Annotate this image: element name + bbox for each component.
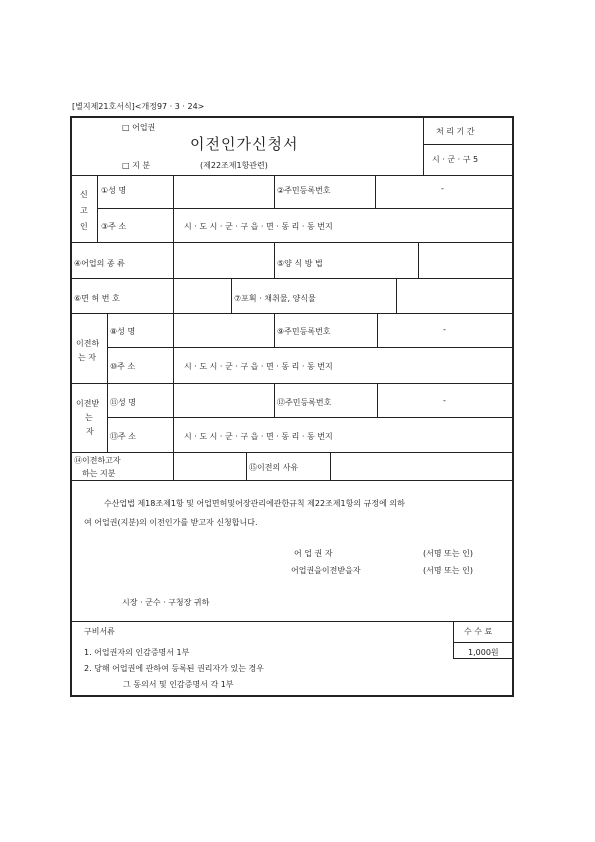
statement-line-2: 여 어업권(지분)의 이전인가를 받고자 신청합니다. — [84, 518, 258, 527]
applicant-name-field-left — [173, 175, 174, 208]
addressee: 시장 · 군수 · 구청장 귀하 — [122, 598, 210, 607]
transferee-section-label-2: 는 — [85, 413, 93, 422]
checkbox-share[interactable]: □ 지 분 — [122, 161, 151, 170]
row-line-share-top — [71, 452, 513, 453]
row-line-transferor-top — [71, 313, 513, 314]
transferee-address-value: 시 · 도 시 · 군 · 구 읍 · 면 · 동 리 · 동 번지 — [184, 432, 333, 441]
processing-period-label: 처 리 기 간 — [436, 127, 475, 136]
row-line-statement-top — [71, 480, 513, 481]
frame-top — [70, 116, 514, 118]
applicant-section-label-3: 인 — [80, 222, 88, 231]
applicant-name-field-right — [274, 175, 275, 208]
row-line-license-top — [71, 278, 513, 279]
transferee-section-label-1: 이전받 — [76, 399, 100, 408]
row-line-applicant-mid — [97, 208, 513, 209]
transferor-label-divider — [107, 313, 108, 383]
transferee-address-divider — [173, 417, 174, 452]
signature-transferee-label: 어업권을이전받을자 — [291, 566, 361, 575]
fee-value: 1,000원 — [468, 648, 499, 657]
transferor-reg-label: ⑨주민등록번호 — [277, 327, 331, 336]
row-line-transferor-mid — [107, 347, 513, 348]
fishery-type-field-left — [173, 242, 174, 278]
applicant-reg-label: ②주민등록번호 — [277, 186, 331, 195]
fishery-type-label: ④어업의 종 류 — [74, 259, 125, 268]
license-number-field-left — [173, 278, 174, 313]
transferee-reg-field-left — [377, 383, 378, 417]
documents-heading: 구비서류 — [84, 627, 115, 636]
transfer-reason-field-left — [330, 452, 331, 480]
document-item-1: 1. 어업권자의 인감증명서 1부 — [84, 648, 190, 657]
fishery-type-field-right — [274, 242, 275, 278]
transferee-section-label-3: 자 — [86, 427, 94, 436]
signature-fisher-label: 어 업 권 자 — [294, 549, 333, 558]
transferor-address-value: 시 · 도 시 · 군 · 구 읍 · 면 · 동 리 · 동 번지 — [184, 362, 333, 371]
header-divider — [423, 117, 424, 175]
cultivation-method-label: ⑤양 식 방 법 — [277, 259, 323, 268]
applicant-reg-dash: - — [441, 184, 444, 193]
share-label-1: ⑭이전하고자 — [74, 456, 121, 465]
transferee-reg-label: ⑫주민등록번호 — [277, 398, 332, 407]
transferor-reg-field-left — [377, 313, 378, 347]
share-field-right — [246, 452, 247, 480]
processing-period-value: 시 · 군 · 구 5 — [432, 155, 479, 164]
license-number-label: ⑥면 허 번 호 — [74, 294, 120, 303]
transferee-name-label: ⑪성 명 — [110, 398, 136, 407]
share-field-left — [173, 452, 174, 480]
transfer-reason-label: ⑮이전의 사유 — [249, 463, 299, 472]
transferor-name-label: ⑧성 명 — [110, 327, 136, 336]
transferor-name-field-right — [274, 313, 275, 347]
fee-label: 수 수 료 — [464, 627, 493, 636]
catch-items-field-left — [396, 278, 397, 313]
law-reference: (제22조제1항관련) — [200, 161, 268, 170]
transferor-name-field-left — [173, 313, 174, 347]
transferee-address-label: ⑬주 소 — [110, 432, 136, 441]
frame-right — [512, 116, 514, 697]
row-line-transferee-mid — [107, 417, 513, 418]
applicant-section-label-2: 고 — [80, 206, 88, 215]
statement-line-1: 수산업법 제18조제1항 및 어업면허및어장관리에관한규칙 제22조제1항의 규정에 의하 — [104, 499, 405, 508]
fee-box-bottom — [453, 658, 513, 659]
transferee-name-field-right — [274, 383, 275, 417]
processing-divider — [423, 144, 513, 145]
applicant-name-label: ①성 명 — [101, 186, 127, 195]
applicant-reg-field-left — [375, 175, 376, 208]
transferor-section-label-1: 이전하 — [76, 339, 100, 348]
frame-bottom — [70, 695, 514, 697]
transferee-name-field-left — [173, 383, 174, 417]
frame-left — [70, 116, 72, 697]
transferor-section-label-2: 는 자 — [78, 353, 96, 362]
transferee-reg-dash: - — [443, 396, 446, 405]
transferor-address-divider — [173, 347, 174, 383]
cultivation-method-field-left — [418, 242, 419, 278]
checkbox-fishing-right[interactable]: □ 어업권 — [122, 123, 156, 132]
transferor-address-label: ⑩주 소 — [110, 362, 136, 371]
row-line-fishery-top — [71, 242, 513, 243]
form-title: 이전인가신청서 — [190, 135, 299, 153]
signature-transferee-note: (서명 또는 인) — [423, 566, 473, 575]
catch-items-label: ⑦포획 · 채취물, 양식물 — [234, 294, 316, 303]
applicant-address-label: ③주 소 — [101, 222, 127, 231]
applicant-address-value: 시 · 도 시 · 군 · 구 읍 · 면 · 동 리 · 동 번지 — [184, 222, 333, 231]
license-number-field-right — [231, 278, 232, 313]
applicant-section-label-1: 신 — [80, 190, 88, 199]
signature-fisher-note: (서명 또는 인) — [423, 549, 473, 558]
transferor-reg-dash: - — [443, 325, 446, 334]
share-label-2: 하는 지분 — [82, 469, 116, 478]
applicant-address-divider — [173, 208, 174, 242]
document-item-3: 그 동의서 및 인감증명서 각 1부 — [123, 680, 234, 689]
fee-box-divider — [453, 642, 513, 643]
fee-box-left — [453, 621, 454, 659]
row-line-transferee-top — [71, 383, 513, 384]
row-line-documents-top — [71, 621, 513, 622]
form-code-label: [별지제21호서식]<개정97 · 3 · 24> — [72, 102, 205, 111]
row-line-applicant-top — [71, 175, 513, 176]
document-item-2: 2. 당해 어업권에 관하여 등록된 권리자가 있는 경우 — [84, 664, 264, 673]
